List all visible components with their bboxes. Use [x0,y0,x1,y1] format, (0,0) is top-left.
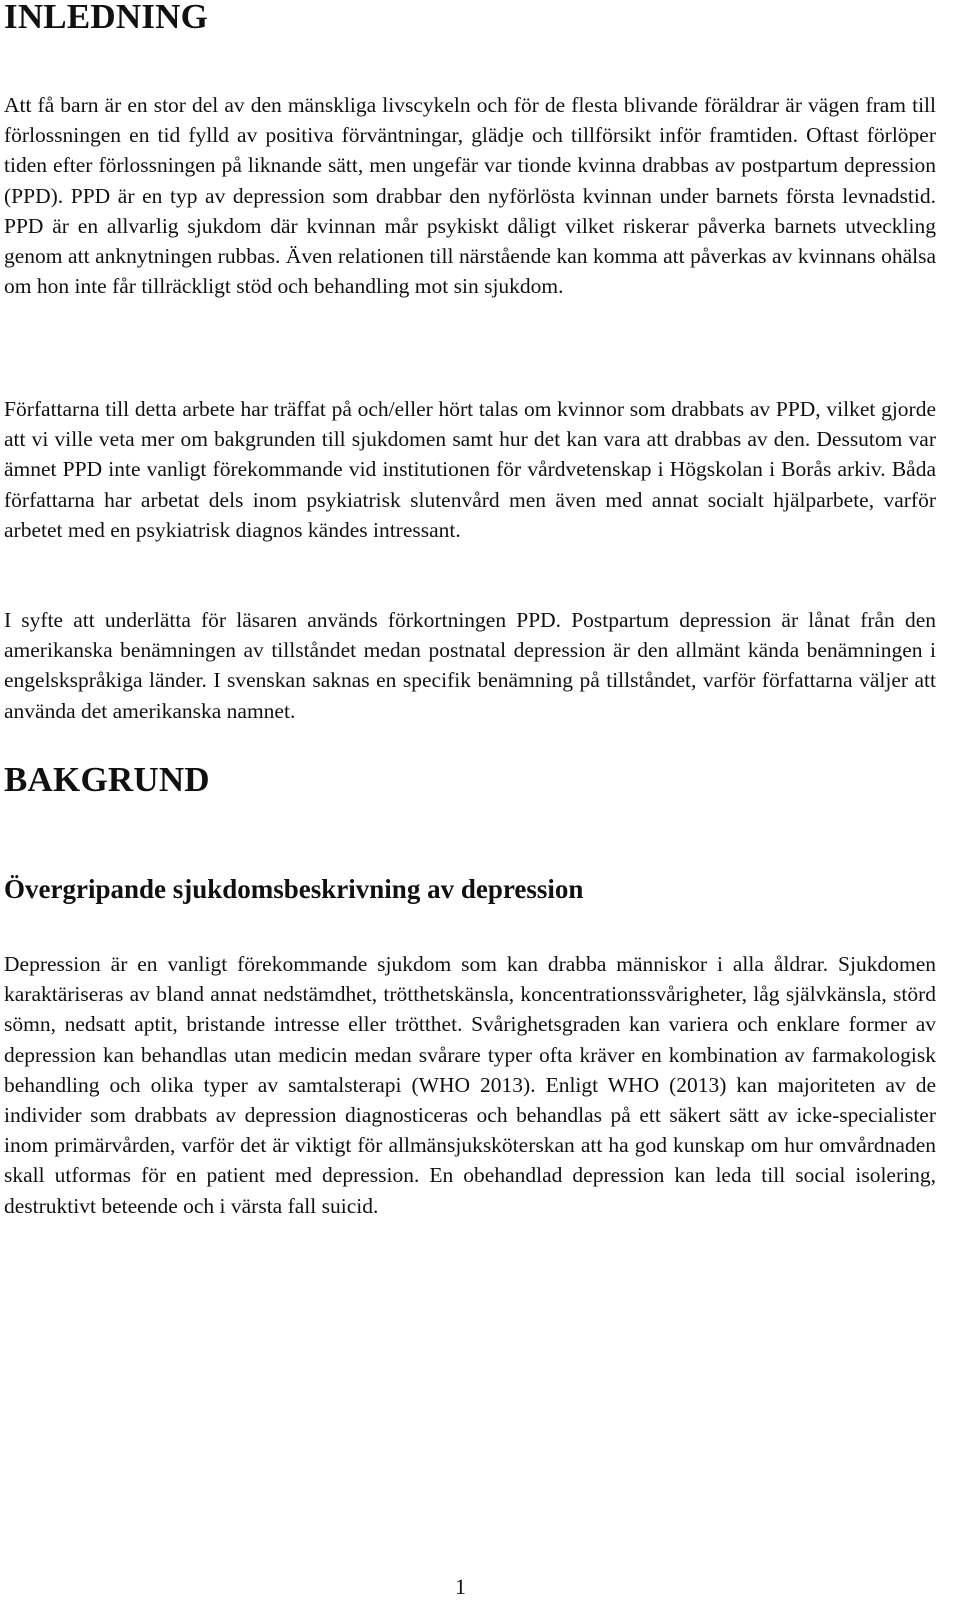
section-heading-inledning: INLEDNING [4,0,209,36]
paragraph-intro-2: Författarna till detta arbete har träffat på och/eller hört talas om kvinnor som drabbats av PPD, vilket gjorde att vi ville veta mer om bakgrunden till sjukdomen samt hur det kan vara att drabbas av den. Dessutom var ämnet PPD inte vanligt förekommande vid institutionen för vårdvetenskap i Högskolan i Borås arkiv. Båda författarna har arbetat dels inom psykiatrisk slutenvård men även med annat socialt hjälparbete, varför arbetet med en psykiatrisk diagnos kändes intressant. [4,397,936,542]
subsection-heading-depression: Övergripande sjukdomsbeskrivning av depression [4,874,584,904]
paragraph-depression: Depression är en vanligt förekommande sjukdom som kan drabba människor i alla åldrar. Sjukdomen karaktäriseras av bland annat nedstämdhet, trötthetskänsla, koncentrationssvårigheter, låg självkänsla, störd sömn, nedsatt aptit, bristande intresse eller trötthet. Svårighetsgraden kan variera och enklare former av depression kan behandlas utan medicin medan svårare typer ofta kräver en kombination av farmakologisk behandling och olika typer av samtalsterapi (WHO 2013). Enligt WHO (2013) kan majoriteten av de individer som drabbats av depression diagnosticeras och behandlas på ett säkert sätt av icke-specialister inom primärvården, varför det är viktigt för allmänsjuksköterskan att ha god kunskap om hur omvårdnaden skall utformas för en patient med depression. En obehandlad depression kan leda till social isolering, destruktivt beteende och i värsta fall suicid. [4,952,936,1218]
page-number: 1 [455,1574,466,1599]
paragraph-intro-1: Att få barn är en stor del av den mänskliga livscykeln och för de flesta blivande föräldrar är vägen fram till förlossningen en tid fylld av positiva förväntningar, glädje och tillförsikt inför framtiden. Oftast förlöper tiden efter förlossningen på liknande sätt, men ungefär var tionde kvinna drabbas av postpartum depression (PPD). PPD är en typ av depression som drabbar den nyförlösta kvinnan under barnets första levnadstid. PPD är en allvarlig sjukdom där kvinnan mår psykiskt dåligt vilket riskerar påverka barnets utveckling genom att anknytningen rubbas. Även relationen till närstående kan komma att påverkas av kvinnans ohälsa om hon inte får tillräckligt stöd och behandling mot sin sjukdom. [4,93,936,299]
section-heading-bakgrund: BAKGRUND [4,760,210,799]
paragraph-intro-3: I syfte att underlätta för läsaren används förkortningen PPD. Postpartum depression är lånat från den amerikanska benämningen av tillståndet medan postnatal depression är den allmänt kända benämningen i engelskspråkiga länder. I svenskan saknas en specifik benämning på tillståndet, varför författarna väljer att använda det amerikanska namnet. [4,608,936,723]
